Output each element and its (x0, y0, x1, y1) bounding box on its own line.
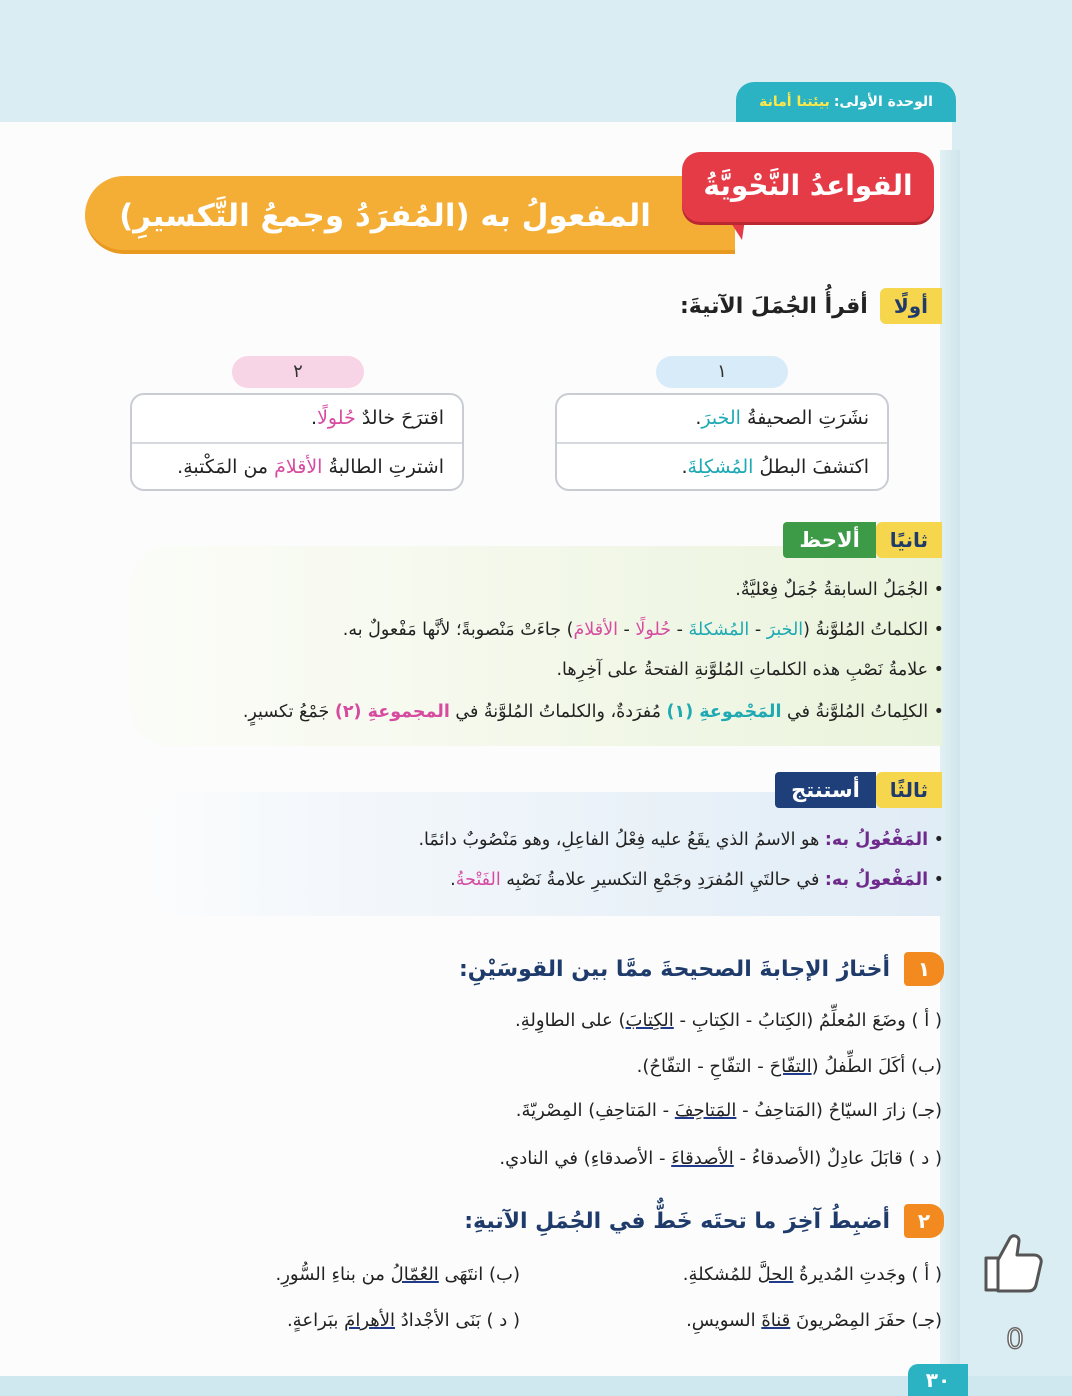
q1-item-d (499, 1148, 942, 1169)
item-text: ( أ ) وجَدتِ المُديرةُ (793, 1264, 942, 1285)
bullet-text: الكلماتُ المُلوَّنةُ ( (803, 620, 929, 640)
lesson-title: المفعولُ به (المُفرَدُ وجمعُ التَّكسيرِ) (119, 198, 651, 234)
unit-tab (736, 82, 956, 122)
question-1-header (459, 952, 944, 986)
sentence-text: اكتشفَ البطلُ (753, 456, 869, 478)
section-tag-second: ثانيًا (876, 522, 942, 558)
separator: - (617, 620, 636, 640)
section-read-header (680, 288, 942, 324)
item-text: (جـ) حفَرَ المِصْريونَ (790, 1310, 942, 1331)
item-text: - الأصدقاءِ) في النادي. (499, 1148, 672, 1169)
group-ref-1: المَجْموعةِ (١) (666, 702, 782, 722)
bullet-text: في حالتَيِ المُفرَدِ وجَمْعِ التكسيرِ علامةُ نَصْبِه (500, 870, 825, 890)
deduce-bullet-2 (450, 870, 944, 890)
sentence-text: اشترتِ الطالبةُ (322, 456, 444, 478)
item-text: (ب) انتَهَى (438, 1264, 520, 1285)
section-observe-header (783, 522, 942, 558)
group-1-box (555, 393, 889, 491)
group-2-box (130, 393, 464, 491)
observe-bullet-4 (243, 702, 944, 722)
q1-item-a (515, 1010, 942, 1031)
underlined-word: قناةَ (761, 1310, 791, 1331)
sentence-row (132, 395, 462, 442)
section-tag-third: ثالثًا (876, 772, 942, 808)
q2-item-a (683, 1264, 942, 1285)
sentence-end: . (681, 456, 688, 478)
item-text: ) على الطاوِلةِ. (515, 1010, 626, 1031)
page-edge (940, 150, 960, 1375)
separator: - (749, 620, 767, 640)
section-deduce-header (775, 772, 942, 808)
item-text: (ب) أكَلَ الطِّفلُ ( (811, 1056, 942, 1077)
group-ref-2: المجموعةِ (٢) (334, 702, 450, 722)
category-badge: القواعدُ النَّحْويَّةُ (682, 152, 934, 222)
group-1-number: ١ (656, 356, 788, 388)
observe-bullet-2 (343, 620, 944, 640)
question-2-number: ٢ (904, 1204, 944, 1238)
sentence-row (557, 395, 887, 442)
object-word: حُلولًا (317, 407, 356, 429)
colored-word: الخبرَ (766, 620, 804, 640)
item-text: ( أ ) وضَعَ المُعلِّمُ (الكِتابُ - الكِتابِ - (673, 1010, 942, 1031)
unit-label: الوحدة الأولى: (833, 94, 933, 110)
question-1-title: أختارُ الإجابةَ الصحيحةَ ممَّا بين القوسَيْنِ: (458, 956, 890, 982)
section-read-label: أقرأُ الجُمَلَ الآتيةَ: (679, 293, 868, 319)
term-label: المَفْعولُ به: (824, 870, 929, 890)
section-observe-label: ألاحظ (783, 522, 875, 558)
colored-word: الأقلامَ (573, 620, 618, 640)
item-text: ببَراعةٍ. (286, 1310, 345, 1331)
sentence-end: . (311, 407, 318, 429)
q1-item-b (637, 1056, 942, 1077)
sentence-end: . (695, 407, 702, 429)
colored-word: المُشكلةَ (688, 620, 750, 640)
sentence-text: نشَرَتِ الصحيفةُ (740, 407, 869, 429)
deduce-panel (150, 792, 942, 916)
object-word: الأقلامَ (274, 456, 323, 478)
deduce-bullet-1 (418, 830, 944, 850)
q1-item-c (516, 1100, 942, 1121)
correct-answer: الكِتابَ (625, 1010, 674, 1031)
observe-bullet-3: • علامةُ نَصْبِ هذه الكلماتِ المُلوَّنةِ الفتحةُ على آخِرِها. (556, 660, 944, 680)
bullet-text: مُفرَدةٌ، والكلماتُ المُلوَّنةُ في (449, 702, 667, 722)
sentence-row (132, 442, 462, 489)
item-text: للمُشكلةِ. (682, 1264, 758, 1285)
q2-item-d (287, 1310, 520, 1331)
section-deduce-label: أستنتج (775, 772, 876, 808)
question-2-title: أضبِطُ آخِرَ ما تحتَه خَطٌّ في الجُمَلِ الآتيةِ: (464, 1208, 890, 1234)
q2-item-c (686, 1310, 942, 1331)
item-text: ( د ) قابَلَ عادِلٌ (الأصدقاءُ - (733, 1148, 942, 1169)
section-tag-first: أولًا (880, 288, 942, 324)
correct-answer: الأصدقاءَ (671, 1148, 734, 1169)
page-number: ٣٠ (908, 1364, 968, 1396)
question-1-number: ١ (904, 952, 944, 986)
sentence-row (557, 442, 887, 489)
sentence-end: من المَكْتبةِ. (177, 456, 275, 478)
underlined-word: العُمّالُ (390, 1264, 439, 1285)
underlined-word: الحلَّ (757, 1264, 794, 1285)
underlined-word: الأهرامَ (344, 1310, 396, 1331)
q2-item-b (276, 1264, 520, 1285)
item-text: ( د ) بَنَى الأجْدادُ (395, 1310, 520, 1331)
bullet-text: هو الاسمُ الذي يقَعُ عليه فِعْلُ الفاعِلِ، وهو مَنْصُوبٌ دائمًا. (418, 830, 825, 850)
correct-answer: المَتاحِفَ (674, 1100, 737, 1121)
colored-word: حُلولًا (635, 620, 672, 640)
sentence-text: اقترَحَ خالدٌ (355, 407, 444, 429)
item-text: من بناءِ السُّورِ. (275, 1264, 391, 1285)
object-word: الخبرَ (701, 407, 741, 429)
term-label: المَفْعُولُ به: (824, 830, 929, 850)
item-text: - المَتاحِفِ) المِصْريّةَ. (515, 1100, 675, 1121)
unit-name: بيئتنا أمانة (759, 94, 830, 110)
group-2-number: ٢ (232, 356, 364, 388)
thumbs-up-icon[interactable] (978, 1228, 1048, 1298)
like-count: 0 (1006, 1322, 1024, 1355)
item-text: السويسِ. (686, 1310, 762, 1331)
bullet-text: الكلِماتُ المُلوَّنةُ في (781, 702, 929, 722)
colored-word: الفَتْحةُ (455, 870, 501, 890)
correct-answer: التفّاحَ (769, 1056, 812, 1077)
object-word: المُشكِلةَ (687, 456, 754, 478)
item-text: - التفّاحِ - التفّاحُ). (636, 1056, 770, 1077)
sentence-end: . (450, 870, 456, 890)
separator: - (671, 620, 689, 640)
observe-bullet-1: • الجُمَلُ السابقةُ جُمَلٌ فِعْليَّةٌ. (735, 580, 944, 600)
bullet-text: ) جاءَتْ مَنْصوبةً؛ لأنَّها مَفْعولٌ به. (342, 620, 574, 640)
bullet-text: جَمْعُ تكسيرٍ. (242, 702, 335, 722)
item-text: (جـ) زارَ السيّاحُ (المَتاحِفُ - (736, 1100, 942, 1121)
question-2-header (464, 1204, 944, 1238)
